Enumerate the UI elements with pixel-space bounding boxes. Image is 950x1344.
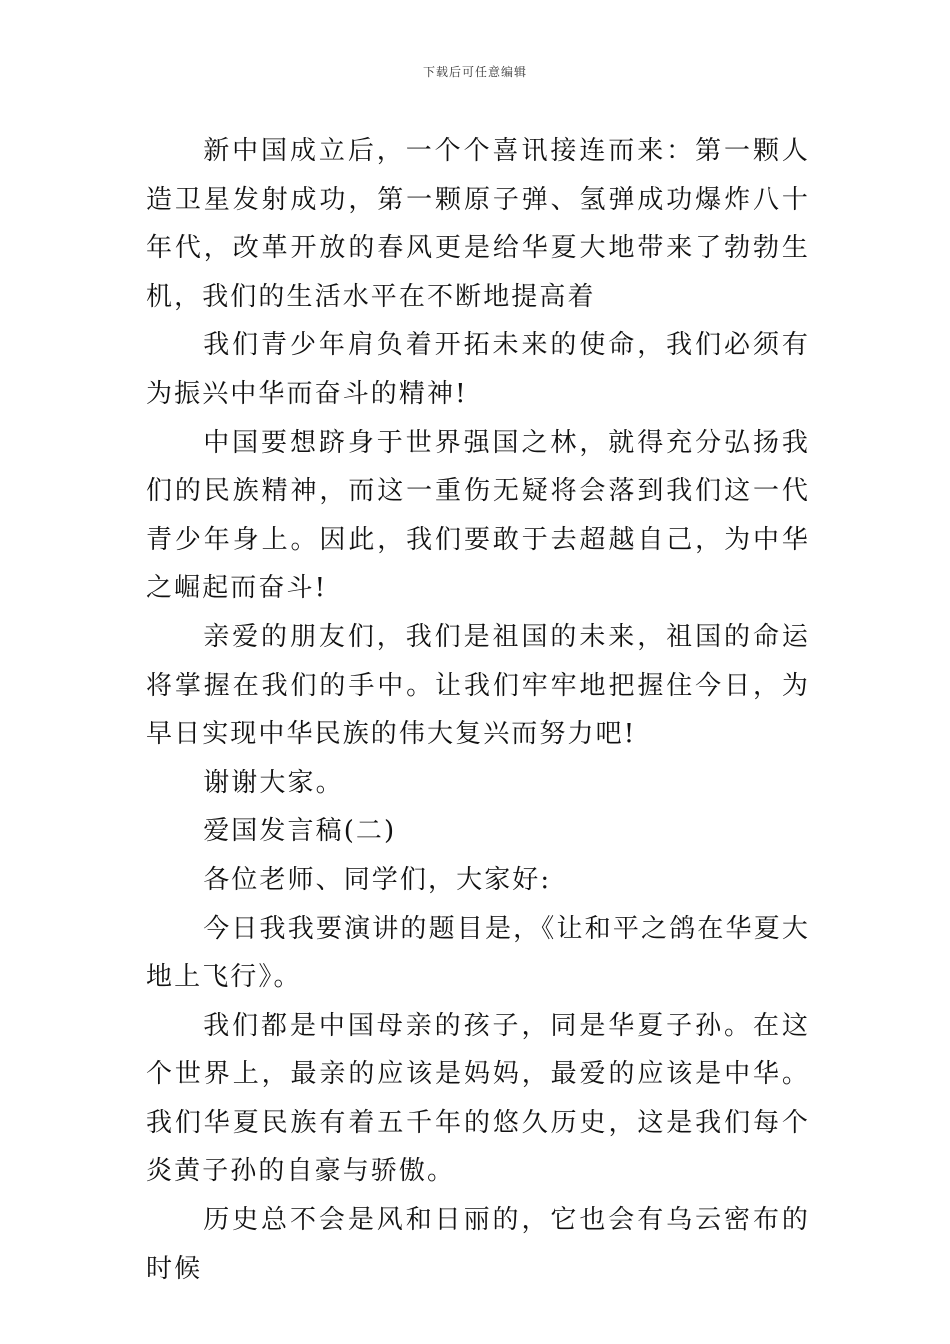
paragraph: 亲爱的朋友们，我们是祖国的未来，祖国的命运将掌握在我们的手中。让我们牢牢地把握住今日，为早日实现中华民族的伟大复兴而努力吧! — [146, 621, 810, 750]
paragraph: 历史总不会是风和日丽的，它也会有乌云密布的时候 — [146, 1205, 810, 1284]
page-header: 下载后可任意编辑 — [422, 65, 527, 79]
paragraph: 我们青少年肩负着开拓未来的使命，我们必须有为振兴中华而奋斗的精神! — [146, 330, 810, 409]
greeting-line: 各位老师、同学们，大家好: — [203, 864, 552, 895]
section-title: 爱国发言稿(二) — [203, 816, 397, 847]
paragraph: 我们都是中国母亲的孩子，同是华夏子孙。在这个世界上，最亲的应该是妈妈，最爱的应该是中华。我们华夏民族有着五千年的悠久历史，这是我们每个炎黄子孙的自豪与骄傲。 — [146, 1010, 810, 1187]
paragraph: 今日我我要演讲的题目是，《让和平之鸽在华夏大地上飞行》。 — [146, 913, 810, 993]
paragraph: 中国要想跻身于世界强国之林，就得充分弘扬我们的民族精神，而这一重伤无疑将会落到我们这一代青少年身上。因此，我们要敢于去超越自己，为中华之崛起而奋斗! — [146, 427, 810, 604]
document-body — [146, 127, 810, 1293]
closing-line: 谢谢大家。 — [203, 767, 344, 798]
paragraph: 新中国成立后，一个个喜讯接连而来：第一颗人造卫星发射成功，第一颗原子弹、氢弹成功爆炸八十年代，改革开放的春风更是给华夏大地带来了勃勃生机，我们的生活水平在不断地提高着 — [146, 136, 810, 312]
